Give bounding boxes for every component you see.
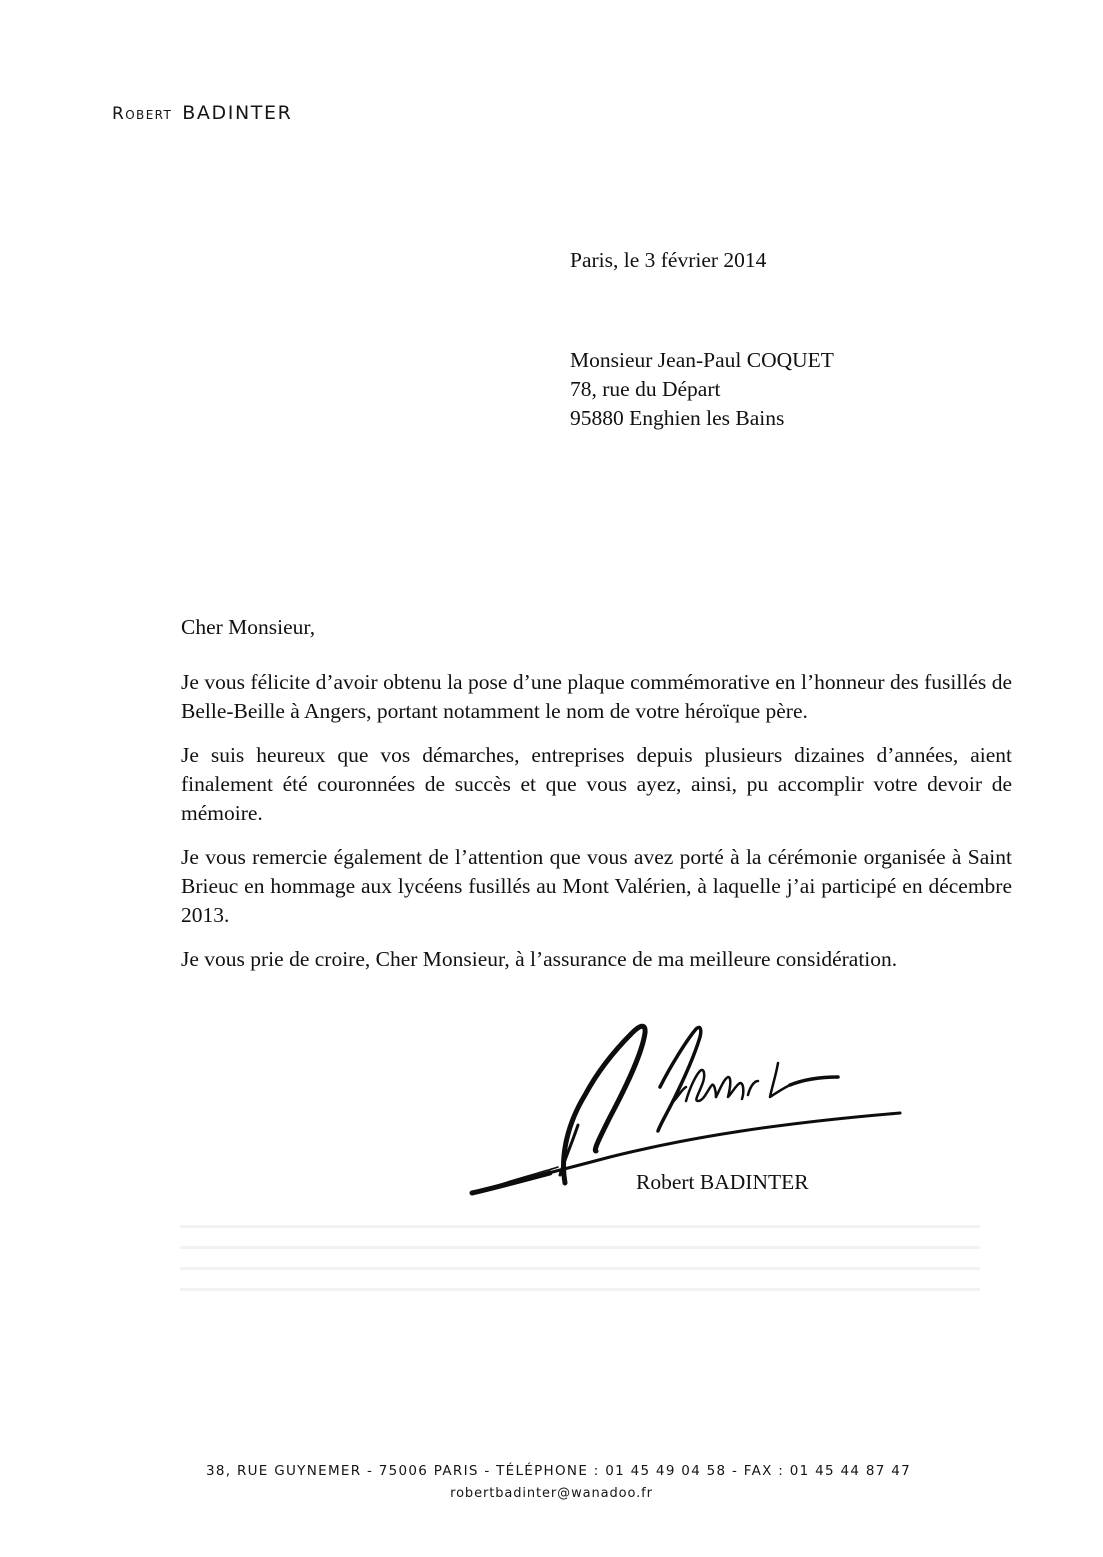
recipient-street: 78, rue du Départ [570,377,721,401]
footer-address: 38, RUE GUYNEMER - 75006 PARIS - TÉLÉPHONE : 01 45 49 04 58 - FAX : 01 45 44 87 47 [205,1463,911,1479]
recipient-city: 95880 Enghien les Bains [570,406,785,430]
signer-name: Robert BADINTER [636,1170,809,1194]
body-paragraph: Je suis heureux que vos démarches, entreprises depuis plusieurs dizaines d’années, aient finalement été couronnées de succès et que vous ayez, ainsi, pu accomplir votre devoir de mémoire. [181,743,1012,825]
body-paragraph: Je vous remercie également de l’attention que vous avez porté à la cérémonie organisée à Saint Brieuc en hommage aux lycéens fusillés au Mont Valérien, à laquelle j’ai participé en décembre 2013. [181,845,1012,927]
letterhead [112,102,292,124]
footer-email: robertbadinter@wanadoo.fr [450,1486,653,1501]
letterhead-last-name: BADINTER [182,102,293,124]
body-paragraph: Je vous félicite d’avoir obtenu la pose d’une plaque commémorative en l’honneur des fusillés de Belle-Beille à Angers, portant notamment le nom de votre héroïque père. [181,670,1012,723]
letterhead-first-name: Robert [112,104,173,124]
recipient-name: Monsieur Jean-Paul COQUET [570,348,834,372]
letter-date: Paris, le 3 février 2014 [570,248,767,272]
recipient-address [570,346,834,433]
closing-paragraph: Je vous prie de croire, Cher Monsieur, à l’assurance de ma meilleure considération. [181,947,898,971]
salutation: Cher Monsieur, [181,615,316,639]
show-through-text [180,1225,980,1315]
letter-body [181,668,1012,989]
